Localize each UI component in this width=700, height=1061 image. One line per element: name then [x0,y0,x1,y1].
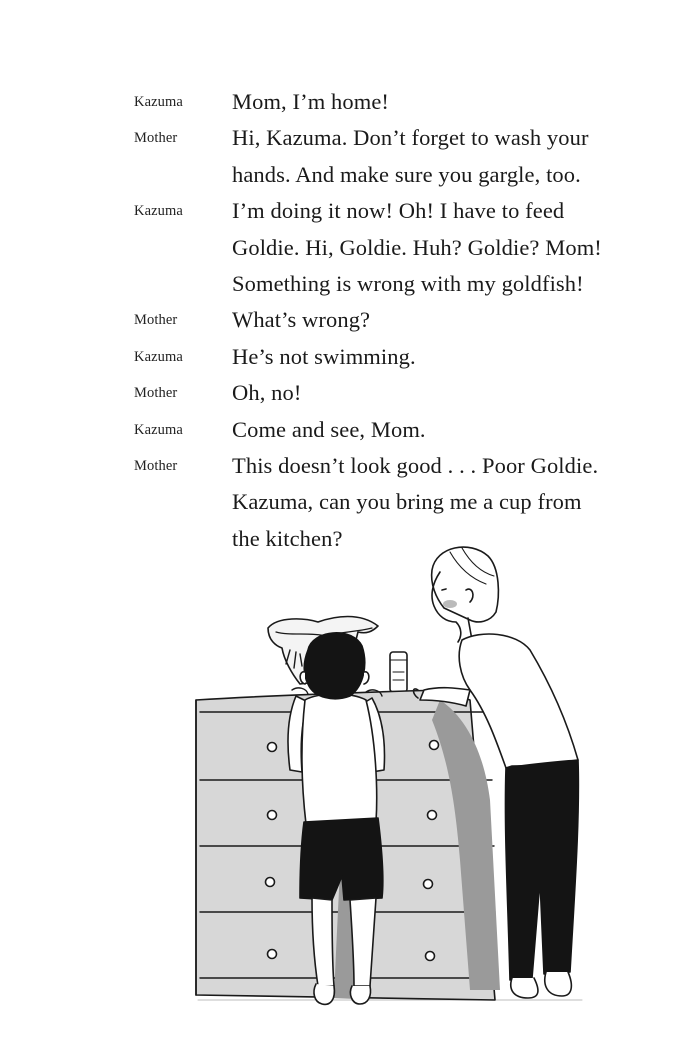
dialogue-exchange [134,120,624,193]
illustration-mother-and-son-at-dresser [185,536,595,1046]
dialogue-line: Mom, I’m home! [232,89,389,114]
dialogue-exchange [134,302,624,338]
dialogue-text [232,84,624,120]
speaker-name: Mother [134,458,178,475]
dialogue-line: Something is wrong with my goldfish! [232,271,584,297]
dialogue-exchange [134,412,624,448]
speaker-name: Kazuma [134,348,183,365]
dialogue-text [232,412,624,448]
speaker-name: Kazuma [134,94,183,110]
dialogue-line: Hi, Kazuma. Don’t forget to wash your [232,125,589,151]
speaker-name: Mother [134,312,178,329]
dialogue-exchange [134,339,624,375]
dialogue-text [232,302,624,338]
dialogue-line: He’s not swimming. [232,343,416,369]
dialogue-line: hands. And make sure you gargle, too. [232,161,581,187]
dialogue-line: What’s wrong? [232,307,371,333]
dialogue-text [232,375,624,411]
dialogue-line: I’m doing it now! Oh! I have to feed [232,198,565,224]
dialogue-text [232,339,624,375]
dialogue-line: Goldie. Hi, Goldie. Huh? Goldie? Mom! [232,234,602,260]
dialogue-exchange [134,84,624,120]
jar [390,652,407,692]
dialogue-line: Oh, no! [232,380,302,406]
speaker-name: Mother [134,130,178,147]
dialogue-line: Come and see, Mom. [232,416,426,442]
dialogue-line: the kitchen? [232,525,343,551]
dialogue-text [232,193,624,302]
dialogue-exchange [134,375,624,411]
dialogue-line: This doesn’t look good . . . Poor Goldie. [232,453,599,479]
speaker-name: Mother [134,385,178,402]
speaker-name: Kazuma [134,421,183,438]
dialogue-script [134,84,624,557]
speaker-name: Kazuma [134,203,183,220]
dialogue-text [232,120,624,193]
dialogue-line: Kazuma, can you bring me a cup from [232,489,582,515]
dialogue-exchange [134,193,624,302]
